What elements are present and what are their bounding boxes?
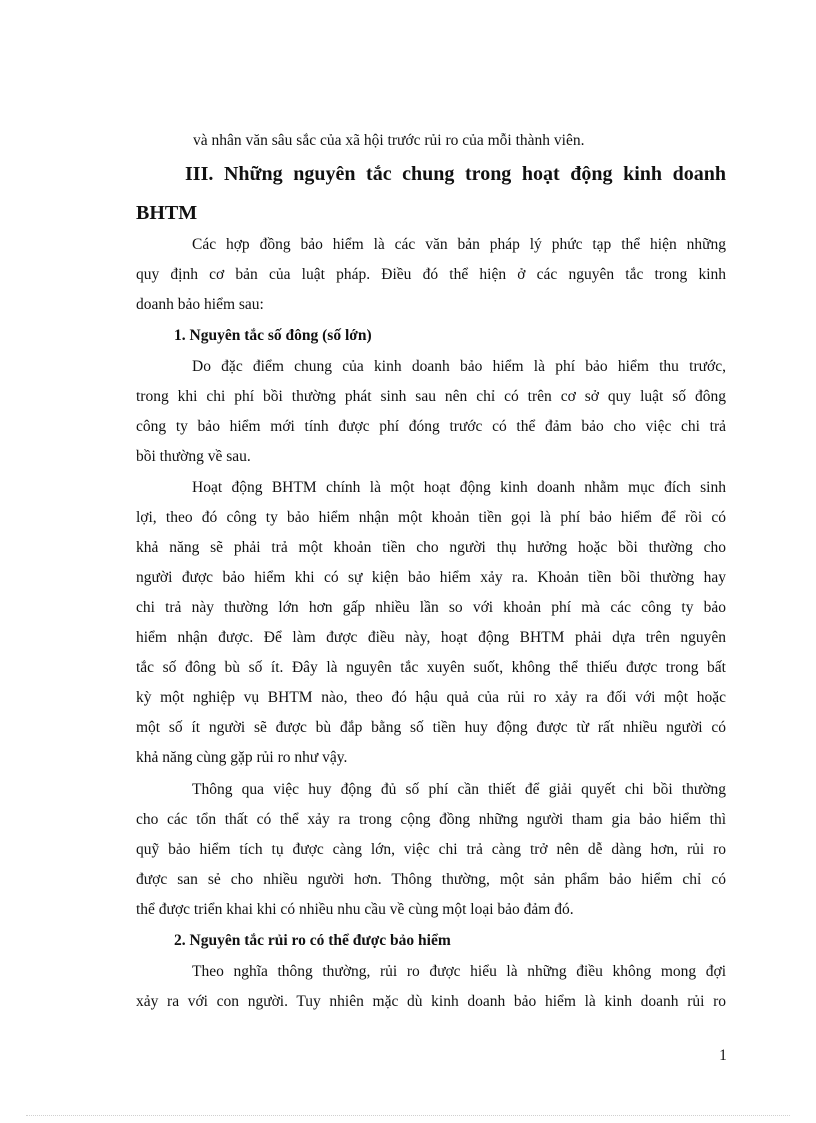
paragraph-line: quỹ bảo hiểm tích tụ được càng lớn, việc chi trả càng trở nên dễ dàng hơn, rủi ro (136, 841, 726, 858)
intro-line: doanh bảo hiểm sau: (136, 296, 264, 313)
section-heading-line-2: BHTM (136, 202, 198, 224)
paragraph-line: Hoạt động BHTM chính là một hoạt động kinh doanh nhằm mục đích sinh (192, 479, 726, 496)
paragraph-line: thể được triển khai khi có nhiều nhu cầu về cùng một loại bảo đảm đó. (136, 901, 574, 918)
paragraph-line: một số ít người sẽ được bù đắp bằng số tiền huy động được từ rất nhiều người có (136, 719, 726, 736)
paragraph-line: kỳ một nghiệp vụ BHTM nào, theo đó hậu quả của rủi ro xảy ra đối với một hoặc (136, 689, 726, 706)
paragraph-line: Theo nghĩa thông thường, rủi ro được hiểu là những điều không mong đợi (192, 963, 726, 980)
paragraph-line: Do đặc điểm chung của kinh doanh bảo hiểm là phí bảo hiểm thu trước, (192, 358, 726, 375)
paragraph-line: Thông qua việc huy động đủ số phí cần thiết để giải quyết chi bồi thường (192, 781, 726, 798)
paragraph-line: tắc số đông bù số ít. Đây là nguyên tắc xuyên suốt, không thể thiếu được trong bất (136, 659, 726, 676)
paragraph-line: được san sẻ cho nhiều người hơn. Thông thường, một sản phẩm bảo hiểm chỉ có (136, 871, 726, 888)
page-number: 1 (719, 1047, 727, 1064)
intro-line: Các hợp đồng bảo hiểm là các văn bản pháp lý phức tạp thể hiện những (192, 236, 726, 253)
paragraph-line: hiểm nhận được. Để làm được điều này, hoạt động BHTM phải dựa trên nguyên (136, 629, 726, 646)
paragraph-line: khả năng cùng gặp rủi ro như vậy. (136, 749, 348, 766)
paragraph-line: khả năng sẽ phải trả một khoản tiền cho người thụ hưởng hoặc bồi thường cho (136, 539, 726, 556)
paragraph-line: xảy ra với con người. Tuy nhiên mặc dù kinh doanh bảo hiểm là kinh doanh rủi ro (136, 993, 726, 1010)
subsection-2-title: 2. Nguyên tắc rủi ro có thể được bảo hiểm (174, 932, 451, 949)
paragraph-line: trong khi chi phí bồi thường phát sinh sau nên chỉ có trên cơ sở quy luật số đông (136, 388, 726, 405)
paragraph-line: bồi thường về sau. (136, 448, 251, 465)
paragraph-line: chi trả này thường lớn hơn gấp nhiều lần so với khoản phí mà các công ty bảo (136, 599, 726, 616)
page-bottom-divider (26, 1115, 790, 1116)
paragraph-line: công ty bảo hiểm mới tính được phí đóng trước có thể đảm bảo cho việc chi trả (136, 418, 726, 435)
paragraph-line: người được bảo hiểm khi có sự kiện bảo hiểm xảy ra. Khoản tiền bồi thường hay (136, 569, 726, 586)
paragraph-line: lợi, theo đó công ty bảo hiểm nhận một khoản tiền gọi là phí bảo hiểm để rồi có (136, 509, 726, 526)
section-heading-line-1: III. Những nguyên tắc chung trong hoạt động kinh doanh (185, 163, 726, 185)
subsection-1-title: 1. Nguyên tắc số đông (số lớn) (174, 327, 372, 344)
continuation-line: và nhân văn sâu sắc của xã hội trước rủi ro của mỗi thành viên. (193, 132, 585, 149)
intro-line: quy định cơ bản của luật pháp. Điều đó thể hiện ở các nguyên tắc trong kinh (136, 266, 726, 283)
paragraph-line: cho các tổn thất có thể xảy ra trong cộng đồng những người tham gia bảo hiểm thì (136, 811, 726, 828)
